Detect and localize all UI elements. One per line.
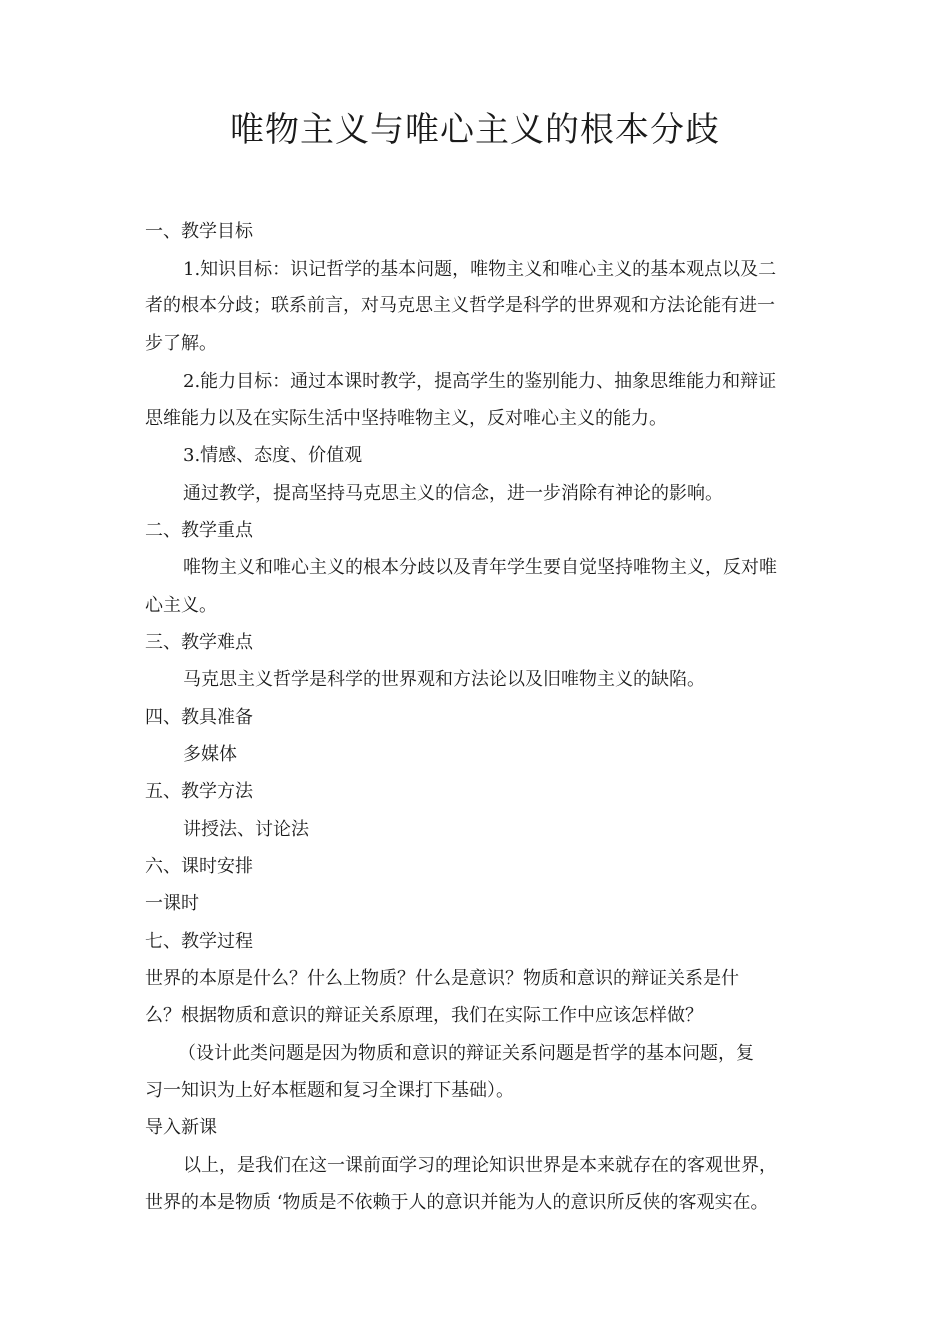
- paragraph-line: 思维能力以及在实际生活中坚持唯物主义，反对唯心主义的能力。: [145, 408, 667, 429]
- paragraph-line: 心主义。: [145, 595, 217, 616]
- section-heading-schedule: 六、课时安排: [145, 856, 253, 877]
- paragraph-line: 马克思主义哲学是科学的世界观和方法论以及旧唯物主义的缺陷。: [183, 669, 705, 690]
- paragraph-line: 1.知识目标：识记哲学的基本问题，唯物主义和唯心主义的基本观点以及二: [183, 259, 777, 280]
- paragraph-line: 3.情感、态度、价值观: [183, 445, 363, 466]
- section-heading-difficulties: 三、教学难点: [145, 632, 253, 653]
- paragraph-line: 者的根本分歧；联系前言，对马克思主义哲学是科学的世界观和方法论能有进一: [145, 295, 775, 316]
- paragraph-line: 2.能力目标：通过本课时教学，提高学生的鉴别能力、抽象思维能力和辩证: [183, 371, 777, 392]
- section-heading-materials: 四、教具准备: [145, 707, 253, 728]
- paragraph-line: 多媒体: [183, 744, 237, 765]
- paragraph-line: （设计此类问题是因为物质和意识的辩证关系问题是哲学的基本问题，复: [178, 1043, 754, 1064]
- section-heading-goals: 一、教学目标: [145, 221, 253, 242]
- section-heading-intro: 导入新课: [145, 1117, 217, 1138]
- section-heading-methods: 五、教学方法: [145, 781, 253, 802]
- paragraph-line: 世界的本原是什么？什么上物质？什么是意识？物质和意识的辩证关系是什: [145, 968, 739, 989]
- document-title: 唯物主义与唯心主义的根本分歧: [230, 110, 720, 150]
- paragraph-line: 习一知识为上好本框题和复习全课打下基础）。: [145, 1080, 514, 1101]
- paragraph-line: 么？根据物质和意识的辩证关系原理，我们在实际工作中应该怎样做？: [145, 1005, 703, 1026]
- section-heading-key-points: 二、教学重点: [145, 520, 253, 541]
- paragraph-line: 一课时: [145, 893, 199, 914]
- paragraph-line: 以上，是我们在这一课前面学习的理论知识世界是本来就存在的客观世界，: [183, 1155, 777, 1176]
- paragraph-line: 唯物主义和唯心主义的根本分歧以及青年学生要自觉坚持唯物主义，反对唯: [183, 557, 777, 578]
- paragraph-line: 通过教学，提高坚持马克思主义的信念，进一步消除有神论的影响。: [183, 483, 723, 504]
- section-heading-process: 七、教学过程: [145, 931, 253, 952]
- paragraph-line: 步了解。: [145, 333, 217, 354]
- paragraph-line: 世界的本是物质 ‘物质是不依赖于人的意识并能为人的意识所反侠的客观实在。: [145, 1192, 769, 1213]
- paragraph-line: 讲授法、讨论法: [183, 819, 309, 840]
